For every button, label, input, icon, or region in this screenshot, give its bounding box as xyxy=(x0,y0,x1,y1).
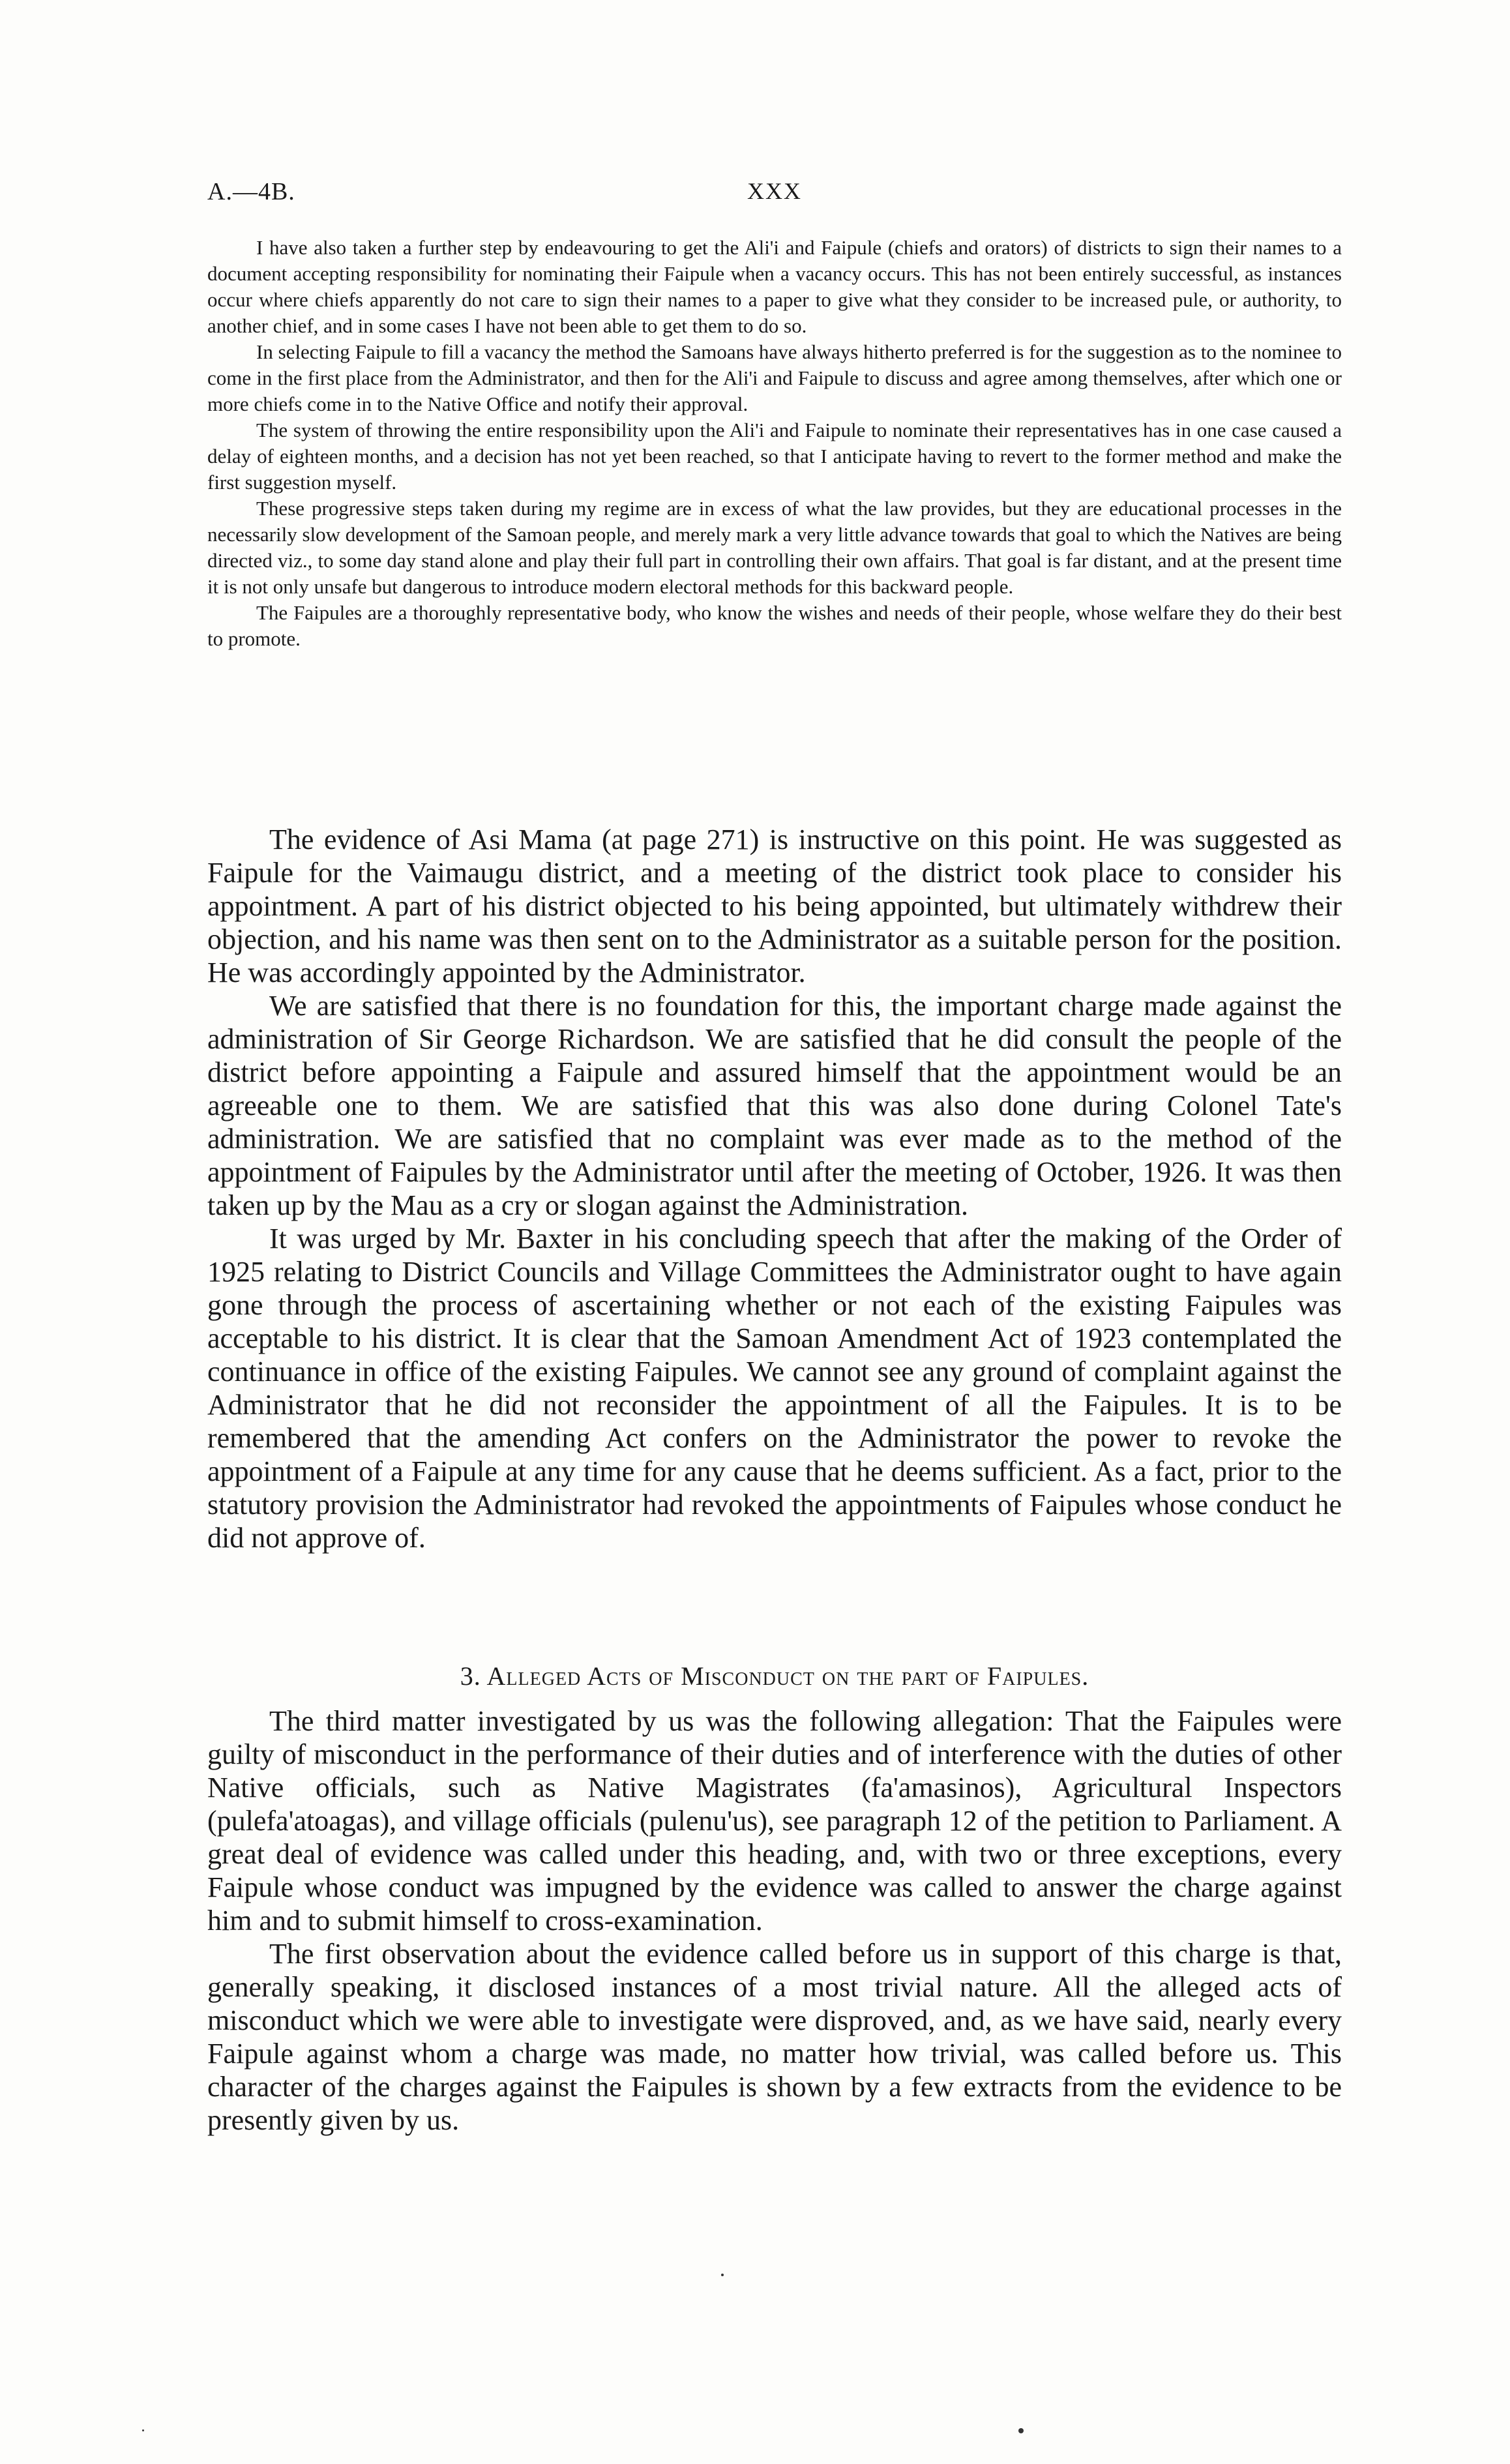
document-reference: A.—4B. xyxy=(207,178,295,205)
quoted-paragraph: The Faipules are a thoroughly representative body, who know the wishes and needs of their people, whose welfare they do their best to promote. xyxy=(207,601,1342,650)
body-paragraph: The evidence of Asi Mama (at page 271) is instructive on this point. He was suggested as Faipule for the Vaimaugu district, and a meeting of the district took place to consider his appointment. A part of his district objected to his being appointed, but ultimately withdrew their objection, and his name was then sent on to the Administrator as a suitable person for the position. He was accordingly appointed by the Administrator. xyxy=(207,824,1342,988)
print-speck xyxy=(721,2274,724,2276)
print-speck xyxy=(142,2429,144,2431)
quoted-paragraph: In selecting Faipule to fill a vacancy the method the Samoans have always hitherto preferred is for the suggestion as to the nominee to come in the first place from the Administrator, and then for the Ali'i and Faipule to discuss and agree among themselves, after which one or more chiefs come in to the Native Office and notify their approval. xyxy=(207,340,1342,415)
body-paragraph: We are satisfied that there is no foundation for this, the important charge made against the administration of Sir George Richardson. We are satisfied that he did consult the people of the district before appointing a Faipule and assured himself that the appointment would be an agreeable one to them. We are satisfied that this was also done during Colonel Tate's administration. We are satisfied that no complaint was ever made as to the method of the appointment of Faipules by the Administrator until after the meeting of October, 1926. It was then taken up by the Mau as a cry or slogan against the Administration. xyxy=(207,990,1342,1221)
quoted-paragraph: These progressive steps taken during my regime are in excess of what the law provides, but they are educational processes in the necessarily slow development of the Samoan people, and merely mark a very little advance towards that goal to which the Natives are being directed viz., to some day stand alone and play their full part in controlling their own affairs. That goal is far distant, and at the present time it is not only unsafe but dangerous to introduce modern electoral methods for this backward people. xyxy=(207,497,1342,598)
body-paragraph: It was urged by Mr. Baxter in his concluding speech that after the making of the Order of 1925 relating to District Councils and Village Committees the Administrator ought to have again gone through the process of ascertaining whether or not each of the existing Faipules was acceptable to his district. It is clear that the Samoan Amendment Act of 1923 contemplated the continuance in office of the existing Faipules. We cannot see any ground of complaint against the Administrator that he did not reconsider the appointment of all the Faipules. It is to be remembered that the amending Act confers on the Administrator the power to revoke the appointment of a Faipule at any time for any cause that he deems sufficient. As a fact, prior to the statutory provision the Administrator had revoked the appointments of Faipules whose conduct he did not approve of. xyxy=(207,1223,1342,1554)
quoted-paragraph: The system of throwing the entire responsibility upon the Ali'i and Faipule to nominate their representatives has in one case caused a delay of eighteen months, and a decision has not yet been reached, so that I anticipate having to revert to the former method and make the first suggestion myself. xyxy=(207,419,1342,494)
section-heading: 3. Alleged Acts of Misconduct on the part of Faipules. xyxy=(460,1661,1089,1691)
page-number: XXX xyxy=(747,178,802,204)
section-paragraph: The first observation about the evidence called before us in support of this charge is that, generally speaking, it disclosed instances of a most trivial nature. All the alleged acts of misconduct which we were able to investigate were disproved, and, as we have said, nearly every Faipule against whom a charge was made, no matter how trivial, was called before us. This character of the charges against the Faipules is shown by a few extracts from the evidence to be presently given by us. xyxy=(207,1938,1342,2136)
quoted-extract xyxy=(207,235,1342,652)
section-misconduct xyxy=(207,1661,1342,2137)
print-speck xyxy=(1018,2428,1024,2433)
quoted-paragraph: I have also taken a further step by endeavouring to get the Ali'i and Faipule (chiefs and orators) of districts to sign their names to a document accepting responsibility for nominating their Faipule when a vacancy occurs. This has not been entirely successful, as instances occur where chiefs apparently do not care to sign their names to a paper to give what they consider to be increased pule, or authority, to another chief, and in some cases I have not been able to get them to do so. xyxy=(207,236,1342,337)
section-paragraph: The third matter investigated by us was the following allegation: That the Faipules were guilty of misconduct in the performance of their duties and of interference with the duties of other Native officials, such as Native Magistrates (fa'amasinos), Agricultural Inspectors (pulefa'atoagas), and village officials (pulenu'us), see paragraph 12 of the petition to Parliament. A great deal of evidence was called under this heading, and, with two or three exceptions, every Faipule whose conduct was impugned by the evidence was called to answer the charge against him and to submit himself to cross-examination. xyxy=(207,1705,1342,1937)
body-text xyxy=(207,823,1342,1554)
page-header xyxy=(207,177,1342,216)
